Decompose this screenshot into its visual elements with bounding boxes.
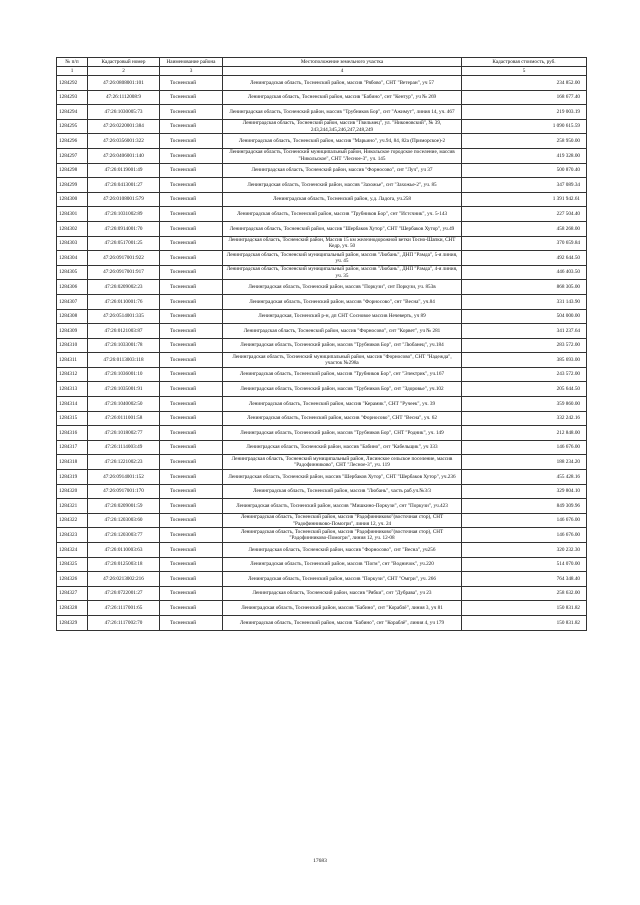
district-name: Тосненский (160, 178, 223, 193)
cadastral-cost: 150 831.82 (462, 615, 587, 630)
cadastral-cost: 347 089.34 (462, 178, 587, 193)
plot-location: Ленинградская область, Тосненский район, Массив 15 км железнодорожной ветки Тосно-Шапки, СНТ Кедр, уч. 50 (223, 236, 462, 251)
cadastral-number: 47:26:1035001:91 (88, 382, 160, 397)
cadastral-cost: 283 572.00 (462, 338, 587, 353)
table-row (57, 601, 587, 616)
row-number: 1284295 (57, 119, 88, 134)
row-number: 1284297 (57, 148, 88, 163)
district-name: Тосненский (160, 484, 223, 499)
plot-location: Ленинградская, Тосненский р-н, дп СНТ Сосновое массив Нечеверть, уч 89 (223, 309, 462, 324)
district-name: Тосненский (160, 236, 223, 251)
plot-location: Ленинградская область, Тосненский муниципальный район, массив "Любань", ДНП "Рамда", 5-я линия, уч. 45 (223, 251, 462, 266)
col-index: 2 (88, 67, 160, 76)
district-name: Тосненский (160, 105, 223, 120)
district-name: Тосненский (160, 440, 223, 455)
row-number: 1284298 (57, 163, 88, 178)
district-name: Тосненский (160, 397, 223, 412)
cadastral-number: 47:26:0808001:101 (88, 76, 160, 91)
cadastral-cost: 243 572.00 (462, 367, 587, 382)
cadastral-number: 47:26:0356001:322 (88, 134, 160, 149)
table-row (57, 119, 587, 134)
cadastral-cost: 219 003.19 (462, 105, 587, 120)
cadastral-cost: 331 143.90 (462, 294, 587, 309)
cadastral-cost: 849 309.96 (462, 499, 587, 514)
table-row (57, 426, 587, 441)
cadastral-cost: 492 644.50 (462, 251, 587, 266)
district-name: Тосненский (160, 543, 223, 558)
cadastral-cost: 359 860.00 (462, 397, 587, 412)
row-number: 1284326 (57, 572, 88, 587)
district-name: Тосненский (160, 426, 223, 441)
cadastral-table (56, 57, 587, 631)
cadastral-number: 47:26:0108001:579 (88, 192, 160, 207)
row-number: 1284302 (57, 221, 88, 236)
district-name: Тосненский (160, 309, 223, 324)
row-number: 1284300 (57, 192, 88, 207)
district-name: Тосненский (160, 353, 223, 368)
table-row (57, 207, 587, 222)
cadastral-number: 47:26:0917001:170 (88, 484, 160, 499)
cadastral-cost: 455 428.16 (462, 470, 587, 485)
row-number: 1284303 (57, 236, 88, 251)
row-number: 1284294 (57, 105, 88, 120)
table-row (57, 105, 587, 120)
plot-location: Ленинградская область, Тосненский район, массив "Шербаков Хутор", СНТ "Шербаков Хутор", уч.49 (223, 221, 462, 236)
table-row (57, 528, 587, 543)
district-name: Тосненский (160, 586, 223, 601)
district-name: Тосненский (160, 324, 223, 339)
district-name: Тосненский (160, 265, 223, 280)
plot-location: Ленинградская область, Тосненский район, массив "Захожье", снт "Захожье-2", уч. 85 (223, 178, 462, 193)
district-name: Тосненский (160, 221, 223, 236)
table-row (57, 265, 587, 280)
table-row (57, 309, 587, 324)
table-row (57, 76, 587, 91)
cadastral-cost: 146 676.00 (462, 528, 587, 543)
cadastral-number: 47:26:1030005:73 (88, 105, 160, 120)
cadastral-cost: 385 693.00 (462, 353, 587, 368)
plot-location: Ленинградская область, Тосненский район, массив "Форносово", снт "Весна", уч.84 (223, 294, 462, 309)
cadastral-number: 47:26:1203003:77 (88, 528, 160, 543)
cadastral-number: 47:26:0125003:18 (88, 557, 160, 572)
district-name: Тосненский (160, 134, 223, 149)
table-row (57, 192, 587, 207)
row-number: 1284314 (57, 397, 88, 412)
plot-location: Ленинградская область, Тосненский район, массив "Погм", снт "Водничок", уч.220 (223, 557, 462, 572)
cadastral-number: 47:26:0917001:917 (88, 265, 160, 280)
col-index: 3 (160, 67, 223, 76)
table-row (57, 148, 587, 163)
row-number: 1284321 (57, 499, 88, 514)
district-name: Тосненский (160, 119, 223, 134)
row-number: 1284328 (57, 601, 88, 616)
plot-location: Ленинградская область, Тосненский район, массив "Любань", часть раб.уч.№3/3 (223, 484, 462, 499)
cadastral-cost: 205 644.50 (462, 382, 587, 397)
table-row (57, 543, 587, 558)
cadastral-cost: 150 831.82 (462, 601, 587, 616)
cadastral-cost: 504 000.00 (462, 309, 587, 324)
plot-location: Ленинградская область, Тосненский муниципальный район, Никольское городское поселение, массив "Никольское", СНТ "Лесное-3", уч. 145 (223, 148, 462, 163)
table-row (57, 440, 587, 455)
plot-location: Ленинградская область, Тосненский район, массив "Трубников Бор", снт "Ажимут", линия 14, уч. 467 (223, 105, 462, 120)
cadastral-cost: 1 090 615.59 (462, 119, 587, 134)
row-number: 1284307 (57, 294, 88, 309)
row-number: 1284315 (57, 411, 88, 426)
table-row (57, 470, 587, 485)
row-number: 1284316 (57, 426, 88, 441)
row-number: 1284292 (57, 76, 88, 91)
cadastral-cost: 329 804.10 (462, 484, 587, 499)
cadastral-cost: 446 403.50 (462, 265, 587, 280)
col-header-number: № п/п (57, 58, 88, 67)
table-row (57, 411, 587, 426)
row-number: 1284308 (57, 309, 88, 324)
row-number: 1284320 (57, 484, 88, 499)
table-row (57, 251, 587, 266)
plot-location: Ленинградская область, Тосненский район, массив "Бабино", снт "Кабельщик", уч 333 (223, 440, 462, 455)
row-number: 1284312 (57, 367, 88, 382)
plot-location: Ленинградская область, Тосненский район, массив "Шербаков Хутор", СНТ "Шербаков Хутор", уч.236 (223, 470, 462, 485)
district-name: Тосненский (160, 294, 223, 309)
table-row (57, 236, 587, 251)
cadastral-cost: 500 870.40 (462, 163, 587, 178)
cadastral-number: 47:26:1112008:9 (88, 90, 160, 105)
plot-location: Ленинградская область, Тосненский район, массив "Трубников Бор", снт "Электрик", уч.167 (223, 367, 462, 382)
table-row (57, 499, 587, 514)
cadastral-number: 47:26:1018002:77 (88, 426, 160, 441)
table-body (57, 76, 587, 631)
cadastral-number: 47:26:1203003:60 (88, 513, 160, 528)
cadastral-cost: 212 848.00 (462, 426, 587, 441)
cadastral-number: 47:26:0119001:49 (88, 163, 160, 178)
plot-location: Ленинградская область, Тосненский район, массив "Гвильмец", ул. "Никоновский", № 39, 243,244,345,246,247,248,249 (223, 119, 462, 134)
cadastral-number: 47:26:0406001:140 (88, 148, 160, 163)
row-number: 1284306 (57, 280, 88, 295)
plot-location: Ленинградская область, Тосненский район, массив "Радофинниково"(восточная стор), СНТ "Радофинниково-Помогри", линия 12, уч. 12-08 (223, 528, 462, 543)
plot-location: Ленинградская область, Тосненский район, массив "Форносово", снт "Корвет", уч № 281 (223, 324, 462, 339)
cadastral-cost: 234 852.00 (462, 76, 587, 91)
district-name: Тосненский (160, 601, 223, 616)
table-row (57, 221, 587, 236)
plot-location: Ленинградская область, Тосненский район, массив "Форносово", снт "Луч", уч 37 (223, 163, 462, 178)
row-number: 1284309 (57, 324, 88, 339)
header-row (57, 58, 587, 67)
district-name: Тосненский (160, 572, 223, 587)
plot-location: Ленинградская область, Тосненский район, массив "Бабино", снт "Кораблё", линия 3, уч 81 (223, 601, 462, 616)
plot-location: Ленинградская область, Тосненский район, массив "Трубников Бор", снт "Здоровье", уч.102 (223, 382, 462, 397)
row-number: 1284299 (57, 178, 88, 193)
row-number: 1284311 (57, 353, 88, 368)
plot-location: Ленинградская область, Тосненский район, массив "Трубников Бор", СНТ "Родник", уч. 149 (223, 426, 462, 441)
plot-location: Ленинградская область, Тосненский район, массив "Рябово", СНТ "Ветеран", уч 57 (223, 76, 462, 91)
cadastral-cost: 320 232.30 (462, 543, 587, 558)
plot-location: Ленинградская область, Тосненский район, массив "Марьино", уч.94, 84, 82а (Приморское)-2 (223, 134, 462, 149)
row-number: 1284301 (57, 207, 88, 222)
cadastral-number: 47:26:0209001:59 (88, 499, 160, 514)
row-number: 1284318 (57, 455, 88, 470)
table-row (57, 367, 587, 382)
plot-location: Ленинградская область, Тосненский район, массив "Форносово", СНТ "Весна", уч. 62 (223, 411, 462, 426)
plot-location: Ленинградская область, Тосненский муниципальный район, Лисинское сельское поселение, массив "Радофинниково", СНТ "Лесное-3", уч. 119 (223, 455, 462, 470)
cadastral-number: 47:26:0220001:384 (88, 119, 160, 134)
cadastral-number: 47:26:0917001:922 (88, 251, 160, 266)
plot-location: Ленинградская область, Тосненский район, массив "Форносово", снт "Весна", уч256 (223, 543, 462, 558)
cadastral-number: 47:26:1117001:65 (88, 601, 160, 616)
cadastral-cost: 514 070.00 (462, 557, 587, 572)
table-row (57, 397, 587, 412)
cadastral-number: 47:26:1033001:78 (88, 338, 160, 353)
cadastral-cost: 188 234.20 (462, 455, 587, 470)
table-row (57, 338, 587, 353)
plot-location: Ленинградская область, Тосненский район, массив "Керамик", СНТ "Ручеек", уч. 39 (223, 397, 462, 412)
row-number: 1284304 (57, 251, 88, 266)
district-name: Тосненский (160, 615, 223, 630)
district-name: Тосненский (160, 251, 223, 266)
cadastral-cost: 258 632.00 (462, 586, 587, 601)
row-number: 1284310 (57, 338, 88, 353)
district-name: Тосненский (160, 192, 223, 207)
cadastral-cost: 458 268.00 (462, 221, 587, 236)
row-number: 1284313 (57, 382, 88, 397)
table-row (57, 557, 587, 572)
district-name: Тосненский (160, 338, 223, 353)
col-index: 1 (57, 67, 88, 76)
table-row (57, 90, 587, 105)
table-row (57, 586, 587, 601)
row-number: 1284324 (57, 543, 88, 558)
cadastral-number: 47:26:0722001:27 (88, 586, 160, 601)
cadastral-number: 47:26:0517001:25 (88, 236, 160, 251)
table-row (57, 615, 587, 630)
cadastral-cost: 168 677.40 (462, 90, 587, 105)
plot-location: Ленинградская область, Тосненский район, массив "Радофинниково"(восточная стор), СНТ "Радофинниково-Помогри", линия 12, уч. 24 (223, 513, 462, 528)
col-header-cadastral: Кадастровый номер (88, 58, 160, 67)
plot-location: Ленинградская область, Тосненский район, массив "Поркузи", СНТ "Омгри", уч. 266 (223, 572, 462, 587)
district-name: Тосненский (160, 499, 223, 514)
cadastral-cost: 258 950.00 (462, 134, 587, 149)
cadastral-cost: 868 305.00 (462, 280, 587, 295)
row-number: 1284322 (57, 513, 88, 528)
col-index: 5 (462, 67, 587, 76)
cadastral-cost: 419 328.00 (462, 148, 587, 163)
plot-location: Ленинградская область, Тосненский муниципальный район, массив "Любань", ДНП "Рамда", 4-я линия, уч. 35 (223, 265, 462, 280)
cadastral-number: 47:26:0209002:23 (88, 280, 160, 295)
table-header (57, 58, 587, 76)
cadastral-number: 47:26:0110001:76 (88, 294, 160, 309)
district-name: Тосненский (160, 411, 223, 426)
row-number: 1284323 (57, 528, 88, 543)
cadastral-cost: 1 391 942.61 (462, 192, 587, 207)
cadastral-number: 47:26:1031002:89 (88, 207, 160, 222)
cadastral-cost: 227 504.40 (462, 207, 587, 222)
cadastral-cost: 146 676.00 (462, 513, 587, 528)
district-name: Тосненский (160, 455, 223, 470)
plot-location: Ленинградская область, Тосненский район, массив "Трубников Бор", снт "Истсчник", уч. 5-143 (223, 207, 462, 222)
table-row (57, 134, 587, 149)
row-number: 1284296 (57, 134, 88, 149)
cadastral-number: 47:26:0121003:87 (88, 324, 160, 339)
header-index-row (57, 67, 587, 76)
district-name: Тосненский (160, 90, 223, 105)
plot-location: Ленинградская область, Тосненский район, массив "Мишкино-Поркузи", снт "Поркузи", уч.423 (223, 499, 462, 514)
cadastral-number: 47:26:0213002:216 (88, 572, 160, 587)
district-name: Тосненский (160, 513, 223, 528)
cadastral-number: 47:26:0110003:63 (88, 543, 160, 558)
district-name: Тосненский (160, 76, 223, 91)
plot-location: Ленинградская область, Тосненский район, массив "Трубников Бор", снт "Любанец", уч.184 (223, 338, 462, 353)
col-index: 4 (223, 67, 462, 76)
cadastral-number: 47:26:0914001:152 (88, 470, 160, 485)
cadastral-number: 47:26:1221002:23 (88, 455, 160, 470)
row-number: 1284319 (57, 470, 88, 485)
district-name: Тосненский (160, 207, 223, 222)
table-row (57, 455, 587, 470)
cadastral-number: 47:26:1040002:50 (88, 397, 160, 412)
cadastral-number: 47:26:1036001:10 (88, 367, 160, 382)
plot-location: Ленинградская область, Тосненский район, массив "Бабино", снт "Кораблё", линия 4, уч 179 (223, 615, 462, 630)
cadastral-cost: 370 659.84 (462, 236, 587, 251)
cadastral-number: 47:26:0413001:27 (88, 178, 160, 193)
page-number: 17683 (313, 858, 327, 864)
row-number: 1284327 (57, 586, 88, 601)
cadastral-number: 47:26:0111001:58 (88, 411, 160, 426)
col-header-district: Наименование района (160, 58, 223, 67)
cadastral-number: 47:26:1117002:70 (88, 615, 160, 630)
col-header-location: Местоположение земельного участка (223, 58, 462, 67)
registry-sheet (56, 57, 586, 631)
district-name: Тосненский (160, 528, 223, 543)
row-number: 1284293 (57, 90, 88, 105)
table-row (57, 513, 587, 528)
district-name: Тосненский (160, 367, 223, 382)
plot-location: Ленинградская область, Тосненский район, массив "Бабино", снт "Кентур", уч № 269 (223, 90, 462, 105)
row-number: 1284317 (57, 440, 88, 455)
cadastral-number: 47:26:1114003:49 (88, 440, 160, 455)
table-row (57, 163, 587, 178)
row-number: 1284329 (57, 615, 88, 630)
cadastral-number: 47:26:0914001:70 (88, 221, 160, 236)
cadastral-cost: 764 348.40 (462, 572, 587, 587)
cadastral-number: 47:26:0514001:335 (88, 309, 160, 324)
table-row (57, 178, 587, 193)
table-row (57, 324, 587, 339)
district-name: Тосненский (160, 382, 223, 397)
district-name: Тосненский (160, 148, 223, 163)
cadastral-cost: 341 237.64 (462, 324, 587, 339)
plot-location: Ленинградская область, Тосненский район, массив "Рябки", снт "Дубрава", уч 23 (223, 586, 462, 601)
row-number: 1284305 (57, 265, 88, 280)
district-name: Тосненский (160, 163, 223, 178)
cadastral-cost: 332 242.16 (462, 411, 587, 426)
row-number: 1284325 (57, 557, 88, 572)
district-name: Тосненский (160, 280, 223, 295)
table-row (57, 572, 587, 587)
cadastral-number: 47:26:0113003:118 (88, 353, 160, 368)
plot-location: Ленинградская область, Тосненский район, у.д. Ладога, уч.258 (223, 192, 462, 207)
table-row (57, 294, 587, 309)
col-header-cost: Кадастровая стоимость, руб. (462, 58, 587, 67)
table-row (57, 484, 587, 499)
cadastral-cost: 146 676.00 (462, 440, 587, 455)
district-name: Тосненский (160, 557, 223, 572)
plot-location: Ленинградская область, Тосненский район, массив "Поркузи", снт Поркузи, уч. 853в (223, 280, 462, 295)
table-row (57, 382, 587, 397)
table-row (57, 353, 587, 368)
district-name: Тосненский (160, 470, 223, 485)
table-row (57, 280, 587, 295)
plot-location: Ленинградская область, Тосненский муниципальный район, массив "Форносово", СНТ "Надежда", участок №298а (223, 353, 462, 368)
